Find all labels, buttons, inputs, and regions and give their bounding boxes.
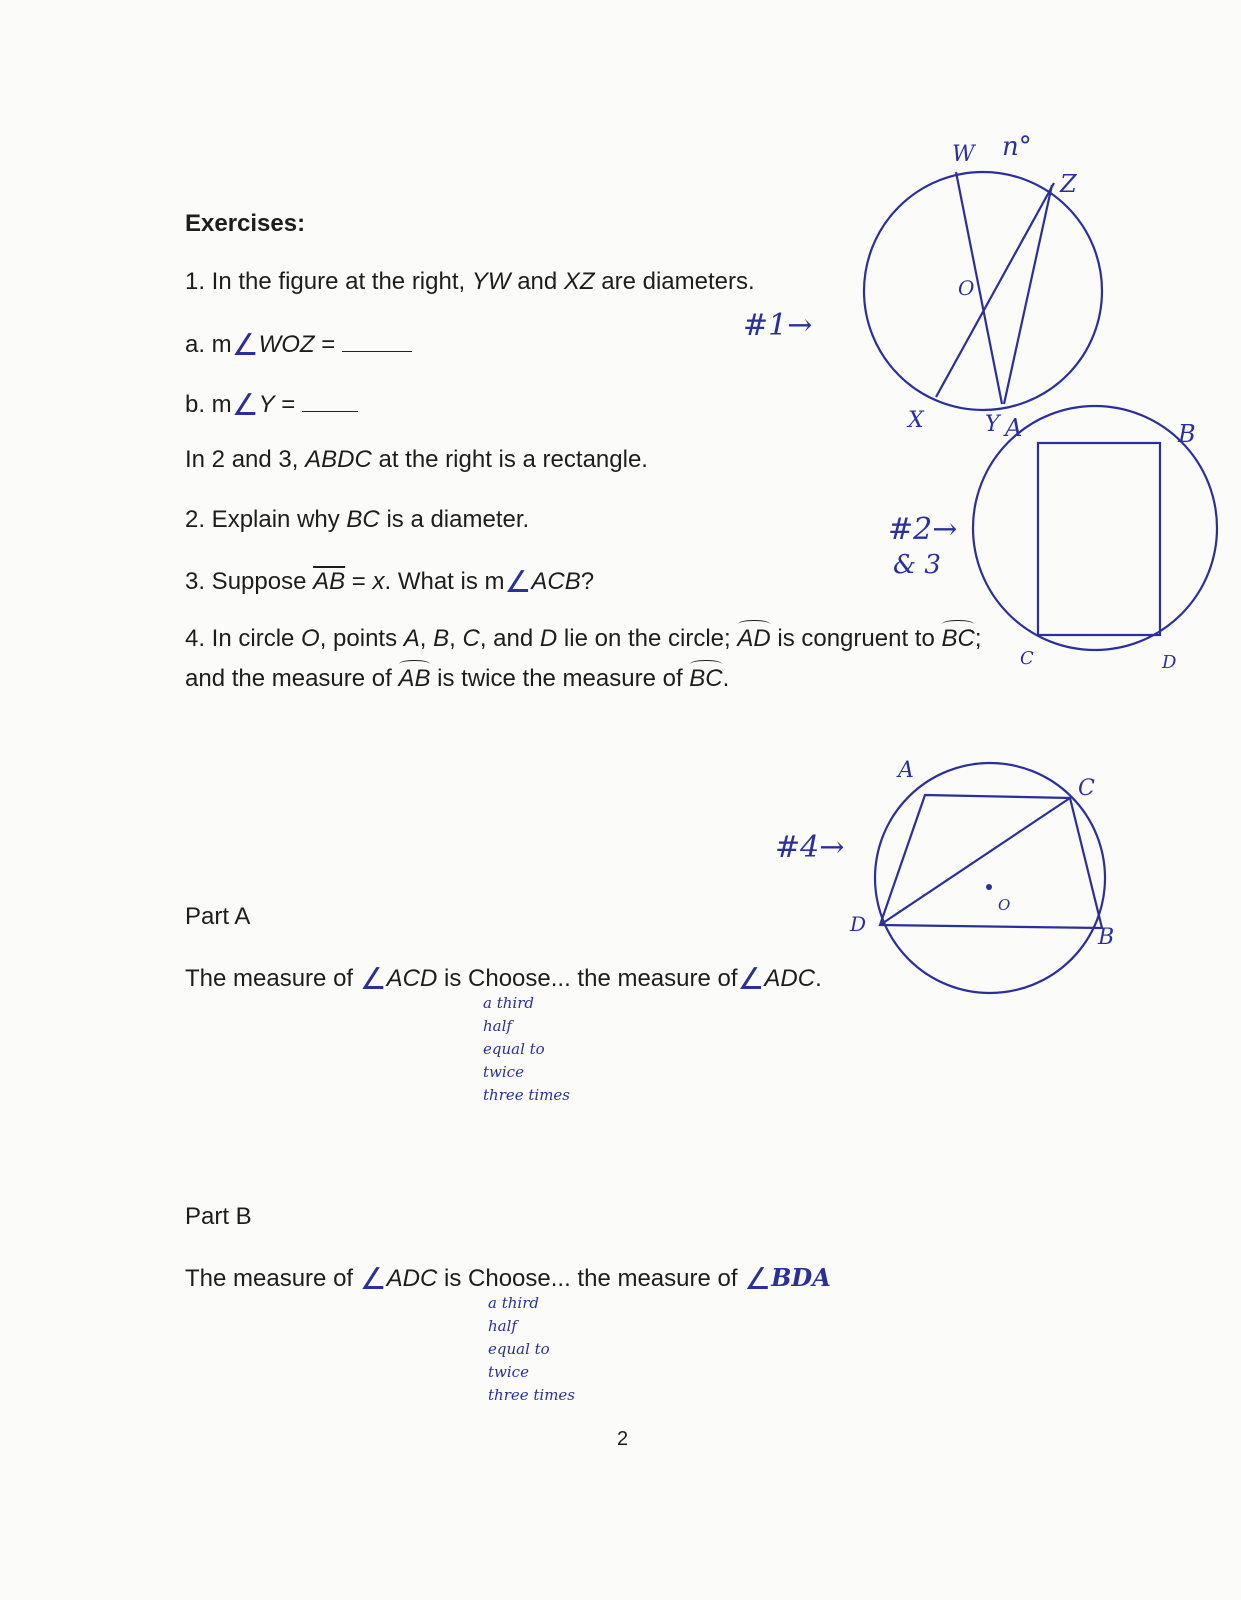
q1a-answer-blank[interactable] bbox=[342, 351, 412, 352]
angle-icon: ∠ bbox=[359, 963, 387, 996]
q1b-label: b. m bbox=[185, 391, 232, 418]
fig2-label-d: D bbox=[1162, 652, 1177, 673]
q4-B: B bbox=[433, 625, 450, 652]
q4-arc-bc: BC bbox=[941, 625, 975, 652]
annotation-and-3: & 3 bbox=[893, 550, 941, 580]
part-b-angle1: ADC bbox=[386, 1265, 438, 1292]
q4-C: C bbox=[462, 625, 480, 652]
q4-D: D bbox=[539, 625, 558, 652]
part-a-option[interactable]: a third bbox=[483, 994, 534, 1012]
part-b-post: the measure of bbox=[577, 1265, 738, 1292]
q1-prefix: 1. In the figure at the right, bbox=[185, 268, 466, 295]
q4-text: lie on the circle; bbox=[563, 625, 731, 652]
q4-text: is congruent to bbox=[777, 625, 935, 652]
fig1-label-o: O bbox=[958, 276, 975, 300]
part-b-option[interactable]: three times bbox=[488, 1386, 576, 1404]
fig3-label-c: C bbox=[1078, 776, 1095, 801]
exercises-heading: Exercises: bbox=[185, 210, 306, 237]
question-4-line2 bbox=[185, 665, 729, 693]
part-a-post: the measure of bbox=[577, 965, 738, 992]
annotation-number-2: #2→ bbox=[888, 512, 958, 547]
q4-A: A bbox=[403, 625, 420, 652]
part-a-option[interactable]: three times bbox=[483, 1086, 571, 1104]
fig3-center-dot bbox=[986, 884, 992, 890]
part-a-title: Part A bbox=[185, 903, 251, 930]
part-a-option[interactable]: equal to bbox=[483, 1040, 545, 1058]
part-a-option[interactable]: half bbox=[483, 1017, 512, 1035]
arrow-icon: → bbox=[787, 308, 813, 343]
q1b-answer-blank[interactable] bbox=[302, 411, 358, 412]
q1a-eq: = bbox=[314, 331, 336, 358]
q1a-angle: WOZ bbox=[258, 331, 315, 358]
q2-seg: BC bbox=[346, 506, 380, 533]
q23-figure: ABDC bbox=[305, 446, 372, 473]
fig3-label-o: O bbox=[998, 896, 1011, 914]
question-3 bbox=[185, 565, 594, 600]
q2-suffix: is a diameter. bbox=[386, 506, 530, 533]
question-4-line1: 4. In circle O, points A, B, C, and D lie on the circle; AD is congruent to BC; bbox=[185, 625, 982, 652]
fig3-label-b: B bbox=[1098, 925, 1115, 950]
q4-text: . bbox=[722, 665, 730, 692]
q3-prefix: 3. Suppose bbox=[185, 568, 307, 595]
part-b-option[interactable]: a third bbox=[488, 1294, 539, 1312]
q3-var: x bbox=[372, 568, 385, 595]
question-1a bbox=[185, 328, 412, 363]
q1-seg2: XZ bbox=[563, 268, 595, 295]
q4-text: and the measure of bbox=[185, 665, 392, 692]
q4-text: , and bbox=[479, 625, 534, 652]
q4-text: 4. In circle bbox=[185, 625, 295, 652]
fig1-label-x: X bbox=[908, 408, 924, 433]
fig2-label-c: C bbox=[1020, 648, 1034, 669]
question-2 bbox=[185, 506, 529, 534]
question-1b bbox=[185, 388, 358, 423]
q2-prefix: 2. Explain why bbox=[185, 506, 340, 533]
fig1-circle bbox=[864, 172, 1102, 410]
fig1-label-w: W bbox=[952, 142, 975, 167]
fig1-chord bbox=[1004, 185, 1052, 404]
q4-arc-ab: AB bbox=[398, 665, 431, 692]
part-a-choose-dropdown[interactable]: is Choose... bbox=[444, 965, 571, 992]
part-a-pre: The measure of bbox=[185, 965, 354, 992]
part-a-angle2: ADC bbox=[764, 965, 816, 992]
annotation-number-1: #1→ bbox=[743, 308, 813, 343]
q23-prefix: In 2 and 3, bbox=[185, 446, 299, 473]
page-number: 2 bbox=[617, 1428, 629, 1450]
part-b-choose-dropdown[interactable]: is Choose... bbox=[444, 1265, 571, 1292]
q3-angle: ACB bbox=[531, 568, 581, 595]
q4-O: O bbox=[301, 625, 320, 652]
angle-icon: ∠ bbox=[744, 1263, 772, 1296]
annotation-number-4: #4→ bbox=[775, 830, 845, 865]
part-a-option[interactable]: twice bbox=[483, 1063, 524, 1081]
q3-mid: . What is m bbox=[384, 568, 505, 595]
q1-seg1: YW bbox=[471, 268, 511, 295]
part-b-angle2: BDA bbox=[771, 1263, 831, 1292]
part-b-option[interactable]: equal to bbox=[488, 1340, 550, 1358]
part-a-end: . bbox=[815, 965, 822, 992]
q1a-label: a. m bbox=[185, 331, 232, 358]
q1b-eq: = bbox=[274, 391, 296, 418]
q1-suffix: are diameters. bbox=[601, 268, 755, 295]
fig2-label-a: A bbox=[1005, 414, 1023, 442]
part-b-option[interactable]: half bbox=[488, 1317, 517, 1335]
fig3-label-d: D bbox=[850, 912, 867, 936]
q4-arc-bc2: BC bbox=[689, 665, 723, 692]
angle-icon: ∠ bbox=[231, 389, 259, 422]
fig1-label-y: Y bbox=[985, 412, 1000, 437]
part-b-title: Part B bbox=[185, 1203, 252, 1230]
q23-intro bbox=[185, 446, 648, 474]
q3-seg: $\overline{AB}$ bbox=[313, 568, 346, 595]
part-a-options bbox=[483, 992, 570, 1107]
q3-end: ? bbox=[580, 568, 595, 595]
angle-icon: ∠ bbox=[231, 329, 259, 362]
q1-and: and bbox=[517, 268, 558, 295]
fig2-rectangle bbox=[1038, 443, 1160, 635]
part-b-pre: The measure of bbox=[185, 1265, 354, 1292]
arrow-icon: → bbox=[932, 512, 958, 547]
q3-eq: = bbox=[345, 568, 366, 595]
angle-icon: ∠ bbox=[359, 1263, 387, 1296]
fig1-label-z: Z bbox=[1060, 170, 1077, 198]
q23-suffix: at the right is a rectangle. bbox=[378, 446, 648, 473]
fig1-label-n: n° bbox=[1002, 132, 1032, 162]
fig3-diagonal-dc bbox=[880, 798, 1070, 925]
part-a-angle1: ACD bbox=[386, 965, 438, 992]
part-b-option[interactable]: twice bbox=[488, 1363, 529, 1381]
q4-text: is twice the measure of bbox=[437, 665, 683, 692]
fig2-label-b: B bbox=[1178, 420, 1196, 448]
angle-icon: ∠ bbox=[504, 566, 532, 599]
angle-icon: ∠ bbox=[737, 963, 765, 996]
q4-text: ; bbox=[974, 625, 982, 652]
fig3-label-a: A bbox=[898, 758, 914, 783]
fig3-quadrilateral bbox=[880, 795, 1102, 928]
part-b-options bbox=[488, 1292, 575, 1407]
q1b-angle: Y bbox=[258, 391, 275, 418]
q4-text: , points bbox=[319, 625, 398, 652]
q4-arc-ad: AD bbox=[737, 625, 771, 652]
question-1 bbox=[185, 268, 755, 296]
arrow-icon: → bbox=[819, 830, 845, 865]
